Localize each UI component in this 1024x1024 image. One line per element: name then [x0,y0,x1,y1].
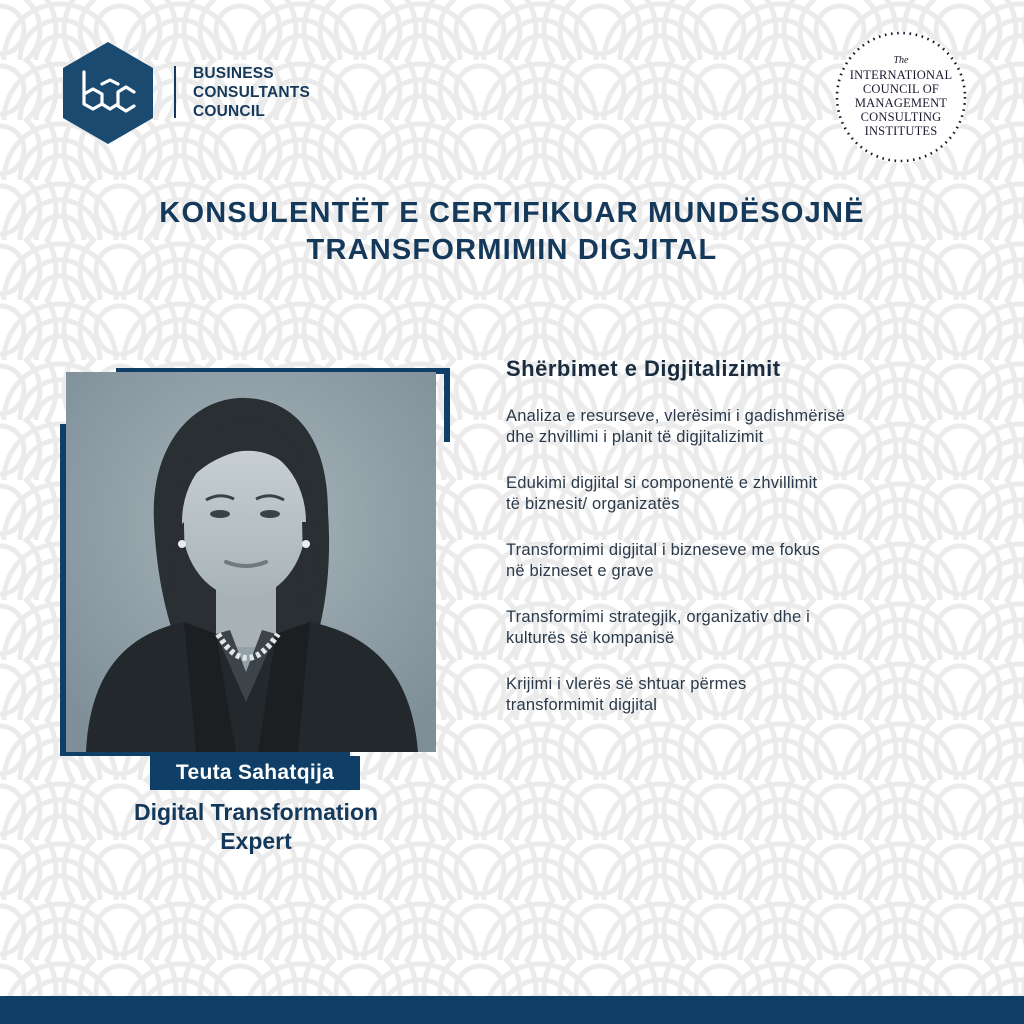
seal-line-3: MANAGEMENT [854,96,948,110]
seal-line-2: COUNCIL OF [862,82,940,96]
main-title-line-1: KONSULENTËT E CERTIFIKUAR MUNDËSOJNË [159,197,865,229]
service-item [506,406,946,448]
bcc-name-line-3: COUNCIL [193,103,266,120]
service-item-5-line-1: Krijimi i vlerës së shtuar përmes [506,675,747,693]
main-title-line-2: TRANSFORMIMIN DIGJITAL [306,234,718,266]
service-item-1-line-2: dhe zhvillimi i planit të digjitalizimit [506,428,764,446]
service-item-3-line-1: Transformimi digjital i bizneseve me fokus [506,541,821,559]
person-role-line-1: Digital Transformation [133,799,379,825]
services-list [506,406,946,741]
logo-divider [174,66,176,118]
main-title [0,195,1024,269]
service-item-1-line-1: Analiza e resurseve, vlerësimi i gadishmërisë [506,407,846,425]
bcc-hexagon-logo-icon [60,40,156,146]
seal-text [832,68,970,138]
person-role-line-2: Expert [220,828,292,854]
service-item-2-line-2: të biznesit/ organizatës [506,495,680,513]
service-item-5-line-2: transformimit digjital [506,696,658,714]
services-heading: Shërbimet e Digjitalizimit [506,356,781,381]
photo-frame-right [444,368,450,442]
service-item [506,674,946,716]
service-item-2-line-1: Edukimi digjital si componentë e zhvillimit [506,474,818,492]
seal-line-1: INTERNATIONAL [849,68,953,82]
service-item [506,473,946,515]
service-item [506,540,946,582]
service-item-4-line-2: kulturës së kompanisë [506,629,675,647]
bottom-bar [0,996,1024,1024]
seal-line-4: CONSULTING [860,110,942,124]
service-item [506,607,946,649]
portrait-photo [66,372,436,752]
seal-the-text: The [893,55,909,66]
service-item-4-line-1: Transformimi strategjik, organizativ dhe i [506,608,810,626]
person-name-badge: Teuta Sahatqija [150,756,360,790]
bcc-name-line-2: CONSULTANTS [193,84,311,101]
service-item-3-line-2: në bizneset e grave [506,562,654,580]
bcc-company-name [193,64,310,121]
seal-line-5: INSTITUTES [864,124,938,138]
bcc-name-line-1: BUSINESS [193,65,274,82]
person-role [86,798,426,856]
